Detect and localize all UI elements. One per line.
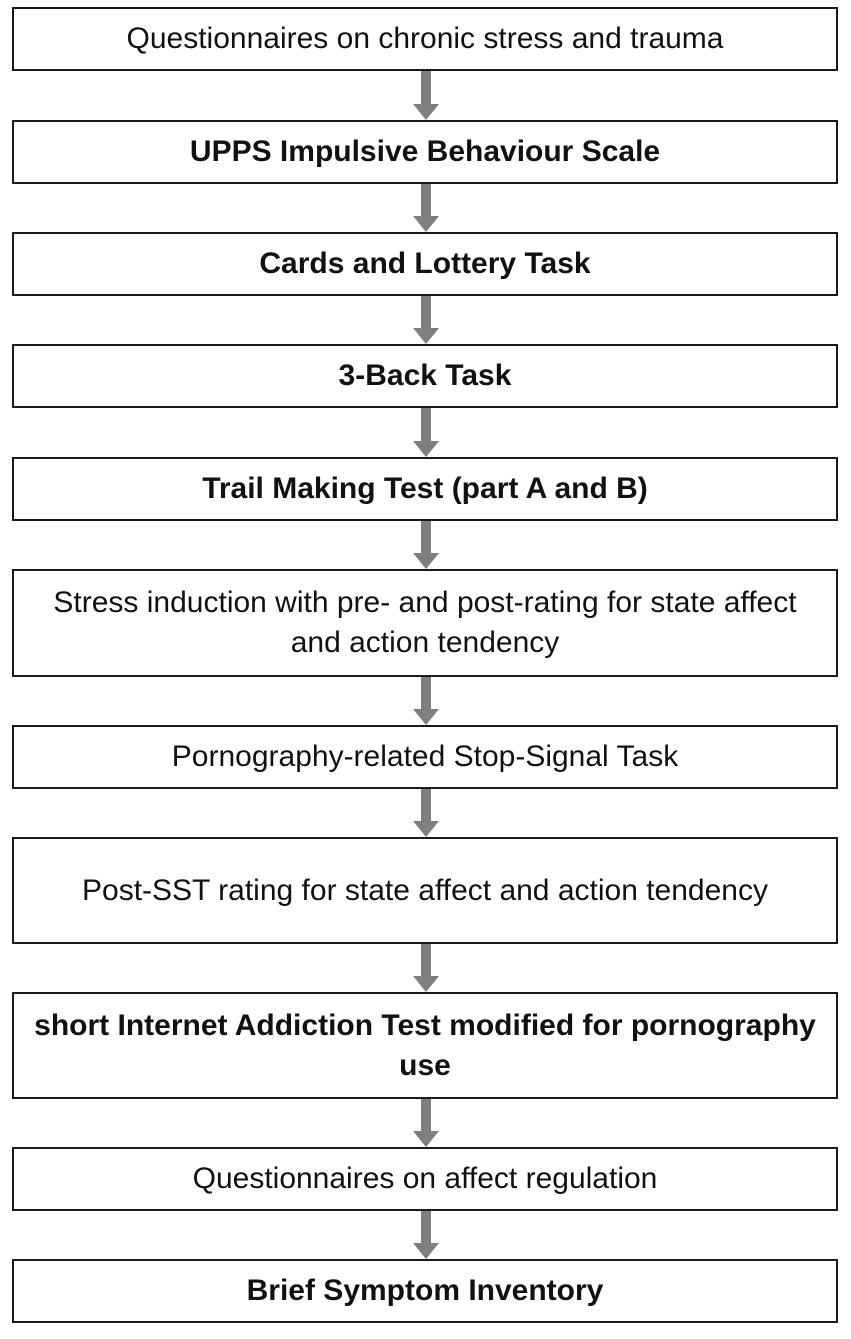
step-internet-addiction-test [12, 992, 838, 1099]
step-stress-induction [12, 569, 838, 677]
step-affect-regulation-questionnaires [12, 1147, 838, 1211]
step-trail-making-test [12, 457, 838, 521]
arrow-down-icon [413, 408, 439, 457]
step-label: Questionnaires on affect regulation [192, 1162, 658, 1195]
arrow-down-icon [413, 944, 439, 992]
arrow-down-icon [413, 677, 439, 725]
step-label: Post-SST rating for state affect and action tendency [82, 873, 768, 907]
step-label: Cards and Lottery Task [259, 247, 591, 280]
arrow-down-icon [413, 521, 439, 569]
step-stop-signal-task [12, 725, 838, 789]
arrow-down-icon [413, 184, 439, 232]
step-cards-lottery-task [12, 232, 838, 296]
step-post-sst-rating [12, 837, 838, 944]
step-label: Pornography-related Stop-Signal Task [171, 740, 679, 773]
step-label: Stress induction with pre- and post-rating for state affect and action tendency [53, 586, 797, 659]
step-3-back-task [12, 344, 838, 408]
arrow-down-icon [413, 1211, 439, 1259]
arrow-down-icon [413, 1099, 439, 1147]
step-label: Questionnaires on chronic stress and trauma [126, 22, 724, 55]
step-upps-scale [12, 120, 838, 184]
step-label: UPPS Impulsive Behaviour Scale [189, 135, 661, 168]
step-label: short Internet Addiction Test modified for pornography use [34, 1008, 816, 1082]
arrow-down-icon [413, 296, 439, 344]
step-brief-symptom-inventory [12, 1259, 838, 1323]
arrow-down-icon [413, 789, 439, 837]
step-label: Brief Symptom Inventory [246, 1274, 604, 1307]
step-label: Trail Making Test (part A and B) [202, 472, 648, 505]
step-chronic-stress-questionnaires [12, 7, 838, 71]
step-label: 3-Back Task [338, 359, 512, 392]
arrow-down-icon [413, 71, 439, 120]
